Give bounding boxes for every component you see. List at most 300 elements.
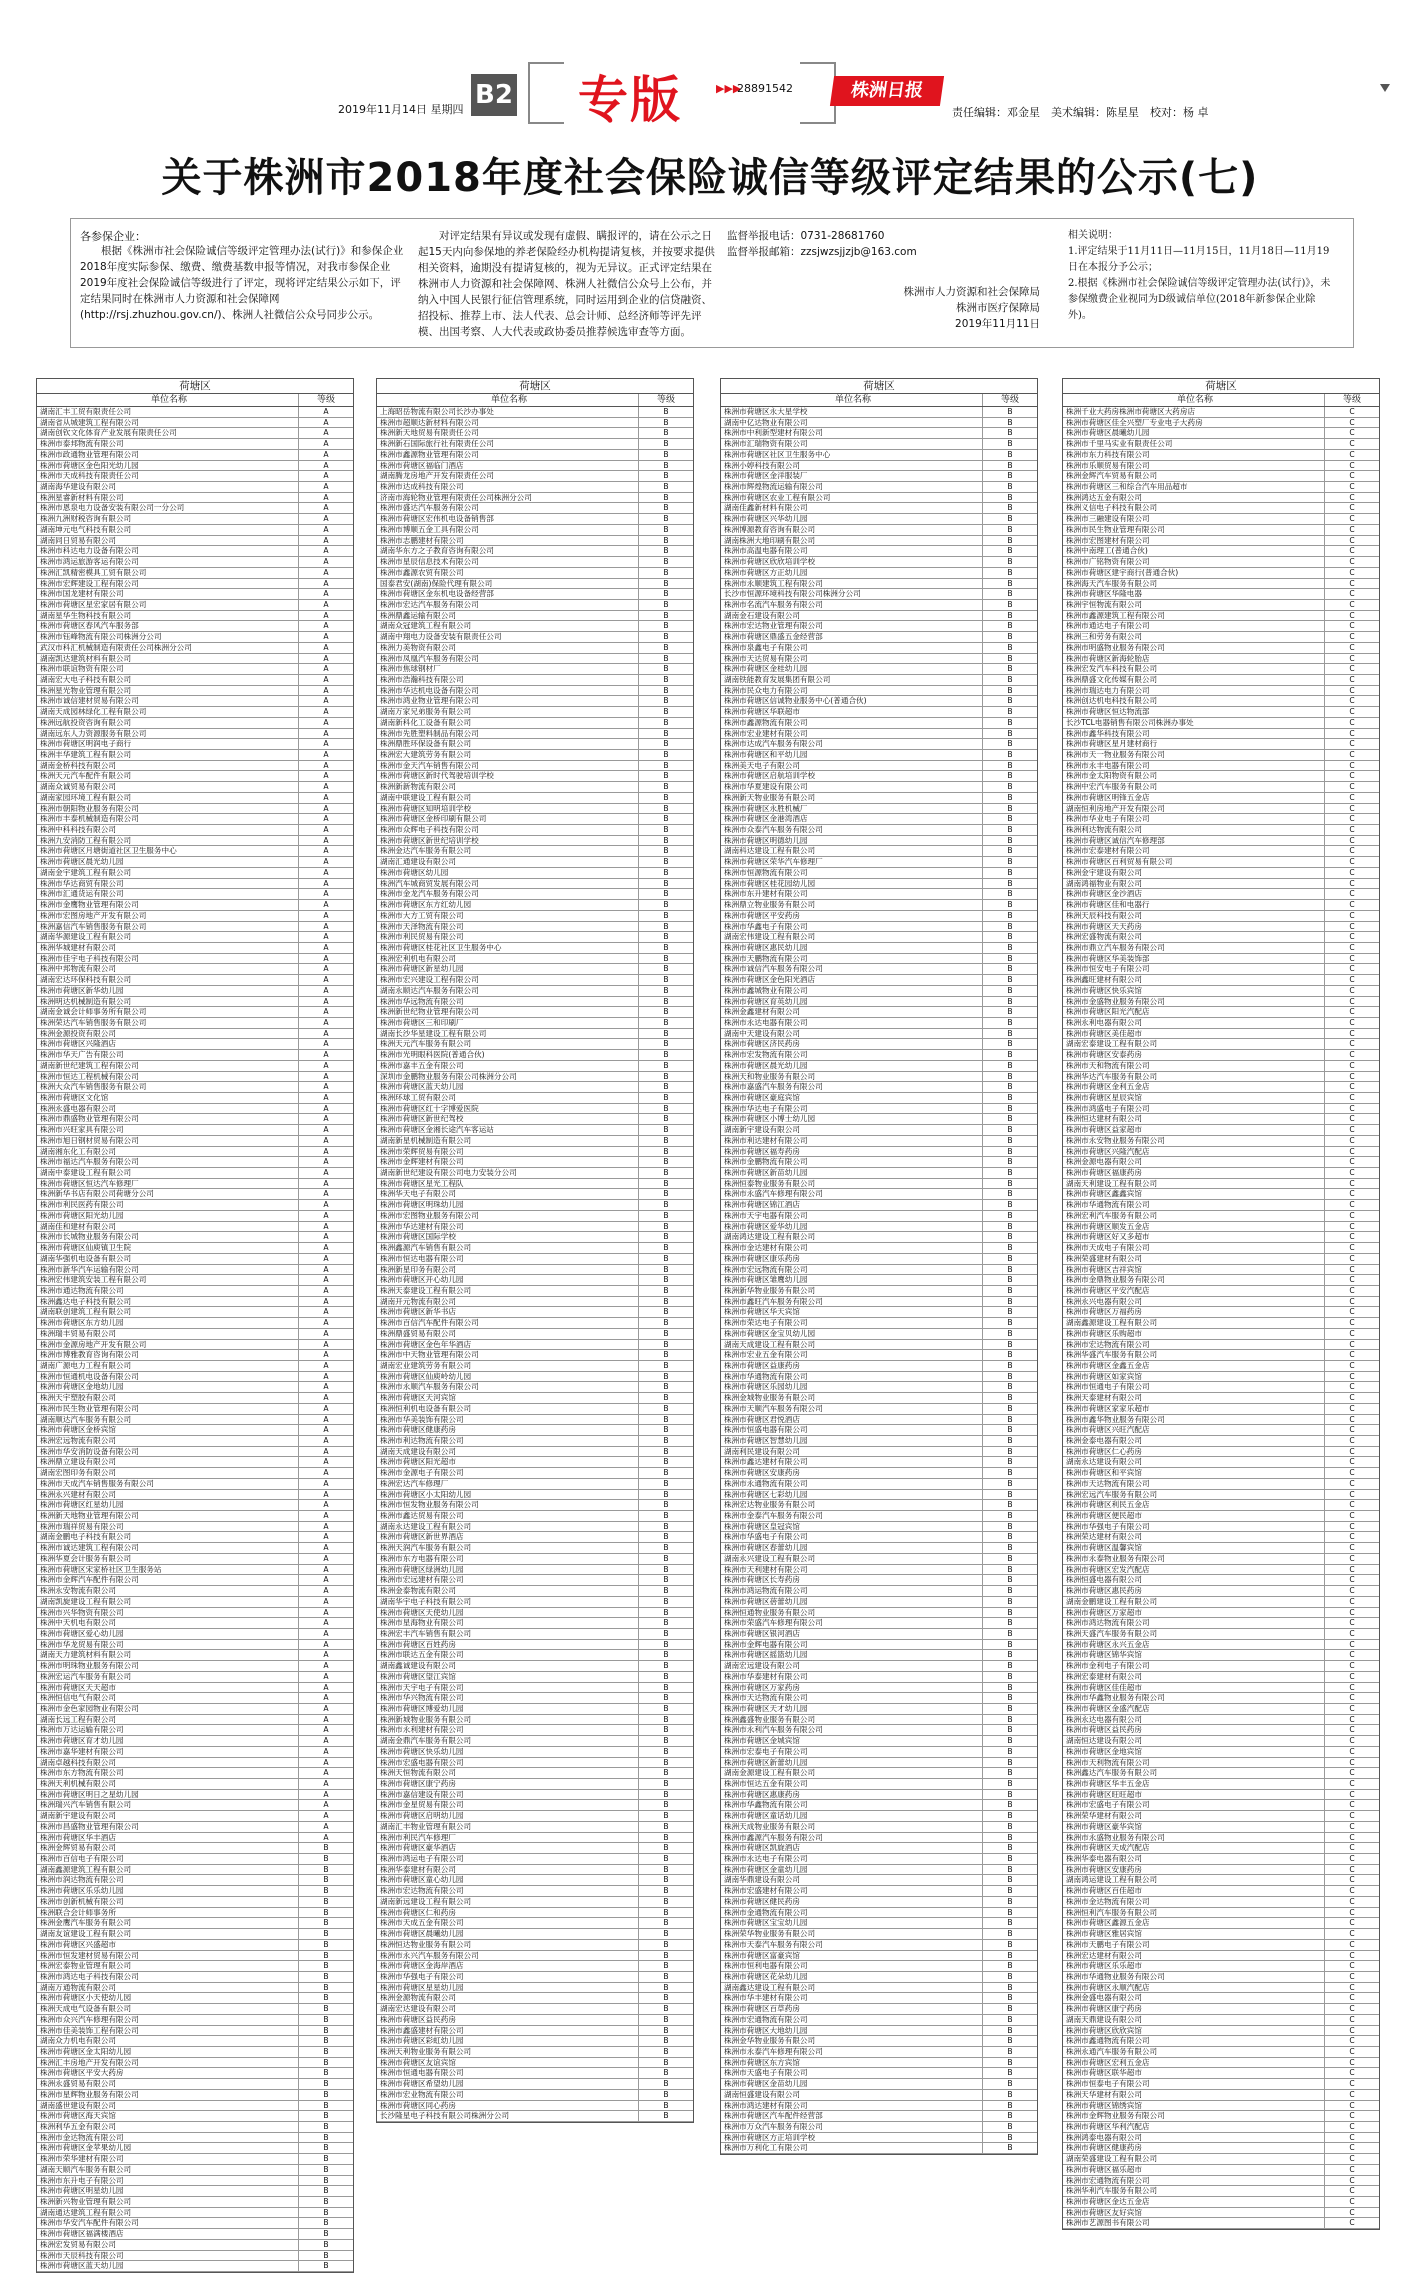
credit-grade: B — [1007, 825, 1013, 835]
credit-grade: B — [663, 492, 669, 502]
table-row — [721, 1811, 1037, 1822]
company-name: 湖南腾龙房地产开发有限责任公司 — [377, 471, 639, 481]
table-row — [721, 1865, 1037, 1876]
table-row — [1063, 1457, 1379, 1468]
company-name: 株洲市华达商贸有限公司 — [37, 879, 299, 889]
table-row — [1063, 2015, 1379, 2026]
company-name: 株洲市华通物流有限公司 — [1063, 1200, 1325, 1210]
credit-grade: B — [663, 975, 669, 985]
company-name: 株洲宏泰物业管理有限公司 — [37, 1961, 299, 1971]
credit-grade: C — [1349, 1436, 1355, 1445]
credit-grade: C — [1349, 825, 1355, 835]
company-name: 株洲金华物业服务有限公司 — [721, 2036, 983, 2046]
credit-grade: C — [1349, 814, 1355, 824]
table-row — [377, 1779, 693, 1790]
table-row — [37, 1179, 353, 1190]
company-name: 株洲新星印务有限公司 — [377, 1265, 639, 1275]
credit-grade: B — [663, 1961, 669, 1971]
table-row — [377, 1007, 693, 1018]
company-name: 株洲新天地物业管理有限公司 — [37, 1511, 299, 1521]
company-name: 株洲市金鼎物业服务有限公司 — [1063, 1275, 1325, 1285]
company-name: 湖南盛世建设有限公司 — [37, 2101, 299, 2111]
table-row — [377, 1597, 693, 1608]
credit-grade: B — [1007, 1200, 1013, 1210]
company-name: 株洲市荷塘区如家宾馆 — [1063, 1372, 1325, 1382]
company-name: 株洲市天宇电子有限公司 — [377, 1683, 639, 1693]
credit-grade: B — [663, 471, 669, 481]
credit-grade: B — [1007, 1489, 1013, 1499]
credit-grade: A — [323, 964, 329, 974]
table-row — [377, 922, 693, 933]
company-name: 株洲市鸿运物流有限公司 — [721, 1586, 983, 1596]
credit-grade: B — [1007, 728, 1013, 738]
company-name: 株洲市荷塘区知明培训学校 — [377, 804, 639, 814]
credit-grade: B — [1007, 1157, 1013, 1167]
table-row — [1063, 846, 1379, 857]
credit-grade: B — [1007, 482, 1013, 492]
credit-grade: B — [663, 2025, 669, 2035]
company-name: 株洲新华书店有限公司荷塘分公司 — [37, 1189, 299, 1199]
table-row — [37, 1790, 353, 1801]
table-row — [37, 1147, 353, 1158]
company-name: 株洲市荷塘区汽车配件经营部 — [721, 2111, 983, 2121]
credit-grade: C — [1349, 621, 1355, 631]
district-header: 荷塘区 — [721, 379, 1037, 394]
table-row — [377, 2068, 693, 2079]
company-name: 株洲力美物资有限公司 — [377, 643, 639, 653]
credit-grade: B — [323, 1993, 329, 2003]
company-name: 株洲恒盛电器有限公司 — [1063, 1575, 1325, 1585]
credit-grade: C — [1349, 1703, 1355, 1713]
company-name: 株洲市志鹏建材有限公司 — [377, 536, 639, 546]
credit-grade: A — [323, 1779, 329, 1788]
table-row — [1063, 1061, 1379, 1072]
company-name: 湖南金宇建筑工程有限公司 — [37, 868, 299, 878]
credit-grade: A — [323, 1060, 329, 1070]
company-name: 株洲市永顺建筑工程有限公司 — [721, 579, 983, 589]
company-name: 株洲联合会计师事务所 — [37, 1908, 299, 1918]
table-row — [721, 911, 1037, 922]
company-name: 株洲市荷塘区金地幼儿园 — [37, 1382, 299, 1392]
credit-grade: B — [1007, 2111, 1013, 2121]
company-name: 株洲市汇瑞物资有限公司 — [721, 439, 983, 449]
company-name: 株洲市恒利电器有限公司 — [721, 1961, 983, 1971]
credit-grade: B — [1007, 1457, 1013, 1467]
credit-grade: C — [1349, 1082, 1355, 1092]
left-bracket — [528, 62, 564, 124]
table-row — [37, 568, 353, 579]
company-name: 株洲市荷塘区天天超市 — [37, 1683, 299, 1693]
company-name: 株洲市金通物流有限公司 — [721, 1908, 983, 1918]
credit-grade: B — [663, 782, 669, 792]
table-row — [721, 1800, 1037, 1811]
credit-grade: B — [663, 771, 669, 781]
table-row — [721, 1500, 1037, 1511]
table-row — [721, 1908, 1037, 1919]
credit-grade: A — [323, 1832, 329, 1842]
credit-grade: B — [1007, 1221, 1013, 1231]
table-row — [721, 579, 1037, 590]
credit-grade: C — [1349, 1178, 1355, 1188]
company-name: 株洲市星海物业有限公司 — [377, 1618, 639, 1628]
company-name: 湖南中天建设有限公司 — [721, 1029, 983, 1039]
company-name: 株洲鑫达电子科技有限公司 — [37, 1297, 299, 1307]
credit-grade: C — [1349, 557, 1355, 567]
company-name: 株洲宏达物业服务有限公司 — [721, 1500, 983, 1510]
table-row — [377, 568, 693, 579]
table-row — [1063, 579, 1379, 590]
table-row — [37, 2261, 353, 2272]
table-row — [37, 1222, 353, 1233]
table-row — [1063, 879, 1379, 890]
company-name: 株洲市荷塘区同心药房 — [377, 2101, 639, 2111]
table-row — [377, 418, 693, 429]
company-name: 株洲金达汽车服务有限公司 — [377, 846, 639, 856]
company-name: 株洲市荷塘区欣欣培训学校 — [721, 557, 983, 567]
table-row — [721, 1918, 1037, 1929]
credit-grade: B — [1007, 878, 1013, 888]
table-row — [1063, 1597, 1379, 1608]
company-name: 株洲鼎盛文化传媒有限公司 — [1063, 675, 1325, 685]
table-row — [1063, 1511, 1379, 1522]
credit-grade: A — [323, 739, 329, 749]
company-name: 株洲市荷塘区恒达汽车修理厂 — [37, 1179, 299, 1189]
credit-grade: B — [323, 2175, 329, 2185]
credit-grade: C — [1349, 664, 1355, 674]
company-name: 株洲市荷塘区金洋服装厂 — [721, 471, 983, 481]
table-row — [37, 1993, 353, 2004]
table-row — [377, 707, 693, 718]
credit-grade: A — [323, 685, 329, 695]
credit-grade: B — [323, 1864, 329, 1874]
credit-grade: C — [1349, 1736, 1355, 1746]
table-row — [37, 739, 353, 750]
company-name: 株洲市荷塘区三和印刷厂 — [377, 1018, 639, 1028]
company-name: 株洲市荷塘区金色阳光酒店 — [721, 975, 983, 985]
table-row — [37, 1039, 353, 1050]
company-name: 株洲市荷塘区乐乐超市 — [1063, 1961, 1325, 1971]
company-name: 株洲市华天广告有限公司 — [37, 1050, 299, 1060]
table-row — [721, 1382, 1037, 1393]
table-row — [37, 1200, 353, 1211]
credit-grade: A — [323, 835, 329, 845]
table-row — [37, 922, 353, 933]
credit-grade: B — [1007, 1521, 1013, 1531]
table-row — [37, 1468, 353, 1479]
table-row — [37, 482, 353, 493]
company-name: 株洲市荷塘区凯旋酒店 — [721, 1843, 983, 1853]
table-row — [1063, 954, 1379, 965]
table-row — [37, 1382, 353, 1393]
company-name: 株洲市荷塘区兴隆酒店 — [37, 1039, 299, 1049]
company-name: 湖南鸿达建设工程有限公司 — [721, 1232, 983, 1242]
company-name: 株洲市华盛电子有限公司 — [721, 1532, 983, 1542]
credit-grade: B — [663, 728, 669, 738]
credit-grade: A — [323, 653, 329, 663]
credit-grade: B — [1007, 1961, 1013, 1971]
table-row — [37, 621, 353, 632]
credit-grade: B — [1007, 428, 1013, 438]
credit-grade: B — [1007, 1253, 1013, 1263]
credit-grade: B — [663, 439, 669, 449]
credit-grade: C — [1349, 1425, 1355, 1435]
company-name: 株洲恒利汽车服务有限公司 — [1063, 1908, 1325, 1918]
company-name: 株洲市荷塘区阳光汽配店 — [1063, 1007, 1325, 1017]
credit-grade: B — [663, 1564, 669, 1574]
table-row — [37, 1157, 353, 1168]
credit-grade: C — [1349, 1832, 1355, 1842]
company-name: 株洲市荷塘区童心幼儿园 — [377, 1875, 639, 1885]
table-row — [37, 1425, 353, 1436]
table-row — [377, 482, 693, 493]
credit-grade: C — [1349, 1328, 1355, 1338]
table-row — [37, 418, 353, 429]
company-name: 株洲市荷塘区顺发五金店 — [1063, 1222, 1325, 1232]
table-row — [1063, 911, 1379, 922]
table-row — [37, 718, 353, 729]
table-row — [37, 1608, 353, 1619]
company-name: 株洲市嘉华建材有限公司 — [37, 1747, 299, 1757]
company-name: 株洲市联达五金有限公司 — [377, 1650, 639, 1660]
company-name: 武汉市科汇机械制造有限责任公司株洲分公司 — [37, 643, 299, 653]
company-name: 湖南利民建设有限公司 — [721, 1447, 983, 1457]
name-column-header: 单位名称 — [377, 394, 639, 406]
credit-grade: C — [1349, 1918, 1355, 1928]
table-row — [1063, 1018, 1379, 1029]
credit-grade: C — [1349, 1628, 1355, 1638]
credit-grade: B — [663, 1682, 669, 1692]
table-row — [37, 2133, 353, 2144]
company-name: 株洲市荷塘区开心幼儿园 — [377, 1275, 639, 1285]
table-row — [1063, 1650, 1379, 1661]
credit-grade: A — [323, 1360, 329, 1370]
table-row — [37, 1136, 353, 1147]
company-name: 株洲市宏远建材有限公司 — [377, 1575, 639, 1585]
company-name: 株洲宏伟建筑安装工程有限公司 — [37, 1275, 299, 1285]
credit-grade: C — [1349, 1093, 1355, 1102]
credit-grade: B — [1007, 632, 1013, 642]
table-row — [1063, 1189, 1379, 1200]
credit-grade: A — [323, 760, 329, 770]
company-name: 株洲市荷塘区惠民药房 — [1063, 1586, 1325, 1596]
credit-grade: B — [663, 857, 669, 867]
company-name: 株洲市荷塘区金桥宾馆 — [37, 1425, 299, 1435]
company-name: 株洲市荷塘区天才幼儿园 — [721, 1704, 983, 1714]
note-item: 2.根据《株洲市社会保险诚信等级评定管理办法(试行)》，未参保缴费企业视同为D级诚信单位(2018年新参保企业除外)。 — [1068, 278, 1331, 321]
credit-grade: B — [1007, 1714, 1013, 1724]
credit-grade: A — [323, 878, 329, 888]
company-name: 株洲市荷塘区天成汽配店 — [1063, 1843, 1325, 1853]
company-name: 株洲市荷塘区智慧幼儿园 — [721, 1436, 983, 1446]
rating-table-3 — [720, 378, 1038, 2155]
credit-grade: C — [1349, 1596, 1355, 1606]
table-row — [377, 1018, 693, 1029]
table-row — [721, 1254, 1037, 1265]
company-name: 株洲市天辰科技有限公司 — [37, 2251, 299, 2261]
credit-grade: B — [323, 2197, 329, 2207]
company-name: 株洲市荷塘区友谊宾馆 — [377, 2058, 639, 2068]
table-row — [37, 1093, 353, 1104]
company-name: 株洲市大方工贸有限公司 — [377, 911, 639, 921]
company-name: 湖南金鹏电子科技有限公司 — [37, 1532, 299, 1542]
table-row — [377, 771, 693, 782]
table-row — [377, 1511, 693, 1522]
company-name: 株洲市星辉物业服务有限公司 — [37, 2090, 299, 2100]
company-name: 株洲天宇塑胶有限公司 — [37, 1393, 299, 1403]
table-row — [1063, 568, 1379, 579]
table-row — [37, 1854, 353, 1865]
credit-grade: C — [1349, 1779, 1355, 1788]
credit-grade: B — [1007, 696, 1013, 706]
company-name: 株洲市荷塘区星光工程队 — [377, 1179, 639, 1189]
table-row — [37, 1254, 353, 1265]
credit-grade: B — [1007, 1789, 1013, 1799]
company-name: 湖南汇丰工贸有限责任公司 — [37, 407, 299, 417]
table-row — [377, 1554, 693, 1565]
company-name: 株洲市荷塘区新苗幼儿园 — [721, 1168, 983, 1178]
credit-grade: C — [1349, 1103, 1355, 1113]
table-row — [377, 546, 693, 557]
credit-grade: B — [663, 1318, 669, 1328]
company-name: 株洲荣华物业服务有限公司 — [721, 1929, 983, 1939]
credit-grade: B — [663, 1650, 669, 1660]
table-row — [37, 675, 353, 686]
company-name: 株洲市荷塘区天河宾馆 — [377, 1393, 639, 1403]
credit-grade: B — [663, 589, 669, 599]
company-name: 湖南宏达建设有限公司 — [377, 2004, 639, 2014]
company-name: 株洲市荷塘区恒达物流部 — [1063, 707, 1325, 717]
company-name: 株洲市荷塘区金苗幼儿园 — [721, 2079, 983, 2089]
credit-grade: B — [1007, 546, 1013, 556]
credit-grade: B — [1007, 750, 1013, 759]
company-name: 株洲市荷塘区金色阳光幼儿园 — [37, 461, 299, 471]
credit-grade: B — [663, 1854, 669, 1864]
credit-grade: C — [1349, 1253, 1355, 1263]
credit-grade: C — [1349, 900, 1355, 910]
credit-grade: B — [663, 1200, 669, 1210]
table-row — [37, 857, 353, 868]
credit-grade: B — [663, 814, 669, 824]
table-row — [721, 1575, 1037, 1586]
table-row — [1063, 1897, 1379, 1908]
table-row — [377, 2036, 693, 2047]
company-name: 株洲中科科技有限公司 — [37, 825, 299, 835]
credit-grade: B — [663, 1210, 669, 1220]
credit-grade: B — [663, 1907, 669, 1917]
credit-grade: B — [663, 2068, 669, 2078]
table-row — [1063, 922, 1379, 933]
credit-grade: C — [1349, 535, 1355, 545]
company-name: 株洲市荷塘区新世纪驾校 — [377, 1114, 639, 1124]
credit-grade: B — [1007, 610, 1013, 620]
table-row — [37, 1436, 353, 1447]
company-name: 株洲市荷塘区鼎盛五金经营部 — [721, 632, 983, 642]
credit-grade: B — [1007, 1982, 1013, 1992]
company-name: 株洲市永盛物业服务有限公司 — [1063, 1833, 1325, 1843]
table-row — [377, 407, 693, 418]
credit-grade: B — [1007, 1929, 1013, 1939]
credit-grade: C — [1349, 1403, 1355, 1413]
credit-grade: B — [1007, 857, 1013, 867]
credit-grade: B — [1007, 1779, 1013, 1788]
credit-grade: A — [323, 1039, 329, 1049]
credit-grade: C — [1349, 1200, 1355, 1210]
company-name: 株洲市瑞达电力有限公司 — [1063, 686, 1325, 696]
credit-grade: C — [1349, 1457, 1355, 1467]
table-row — [377, 1972, 693, 1983]
credit-grade: B — [1007, 1628, 1013, 1638]
company-name: 株洲市荷塘区明星幼儿园 — [37, 2186, 299, 2196]
credit-grade: B — [1007, 1178, 1013, 1188]
table-row — [377, 1768, 693, 1779]
table-row — [721, 1758, 1037, 1769]
table-row — [37, 804, 353, 815]
credit-grade: B — [1007, 835, 1013, 845]
company-name: 株洲天和物业服务有限公司 — [721, 1072, 983, 1082]
credit-grade: C — [1349, 2068, 1355, 2078]
credit-grade: A — [323, 1146, 329, 1156]
company-name: 株洲市荷塘区方正培训学校 — [721, 2133, 983, 2143]
table-row — [377, 589, 693, 600]
credit-grade: A — [323, 1800, 329, 1810]
company-name: 株洲市天泽物流有限公司 — [377, 922, 639, 932]
company-name: 株洲市荷塘区新世纪培训学校 — [377, 836, 639, 846]
company-name: 株洲市荷塘区家家乐超市 — [1063, 1404, 1325, 1414]
credit-grade: B — [1007, 2122, 1013, 2131]
table-row — [377, 1382, 693, 1393]
credit-grade: B — [323, 1950, 329, 1960]
credit-grade: B — [1007, 1886, 1013, 1896]
credit-grade: B — [663, 932, 669, 942]
credit-grade: B — [663, 1586, 669, 1596]
credit-grade: B — [1007, 1125, 1013, 1135]
table-row — [1063, 589, 1379, 600]
table-row — [721, 943, 1037, 954]
company-name: 株洲市万众汽车服务有限公司 — [721, 2122, 983, 2132]
table-row — [37, 611, 353, 622]
table-row — [37, 2090, 353, 2101]
company-name: 株洲市百信汽车配件有限公司 — [377, 1318, 639, 1328]
credit-grade: B — [663, 1693, 669, 1703]
company-name: 株洲市荷塘区康宁药房 — [377, 1779, 639, 1789]
table-row — [37, 2251, 353, 2262]
company-name: 株洲市华达机电设备有限公司 — [377, 686, 639, 696]
company-name: 湖南天利建设工程有限公司 — [1063, 1179, 1325, 1189]
company-name: 株洲永安物流有限公司 — [37, 1586, 299, 1596]
company-name: 株洲市荷塘区仁心药房 — [1063, 1447, 1325, 1457]
company-name: 湖南众力机电有限公司 — [37, 2036, 299, 2046]
table-row — [721, 2101, 1037, 2112]
company-name: 株洲市荷塘区兴华幼儿园 — [721, 514, 983, 524]
credit-grade: B — [663, 1532, 669, 1542]
credit-grade: B — [1007, 867, 1013, 877]
credit-grade: B — [1007, 1103, 1013, 1113]
table-row — [377, 514, 693, 525]
company-name: 株洲市华通物业服务有限公司 — [1063, 1972, 1325, 1982]
credit-grade: B — [1007, 621, 1013, 631]
company-name: 株洲市宏通物流有限公司 — [1063, 2176, 1325, 2186]
credit-grade: B — [663, 1929, 669, 1939]
company-name: 湖南新世纪建筑工程有限公司 — [37, 1061, 299, 1071]
credit-grade: A — [323, 728, 329, 738]
company-name: 湖南中翔电力设备安装有限责任公司 — [377, 632, 639, 642]
table-row — [721, 986, 1037, 997]
credit-grade: A — [323, 1017, 329, 1027]
table-row — [377, 1929, 693, 1940]
notice-signature — [880, 284, 1040, 332]
company-name: 株洲三和劳务有限公司 — [1063, 632, 1325, 642]
company-name: 株洲市荷塘区金利五金店 — [1063, 1082, 1325, 1092]
